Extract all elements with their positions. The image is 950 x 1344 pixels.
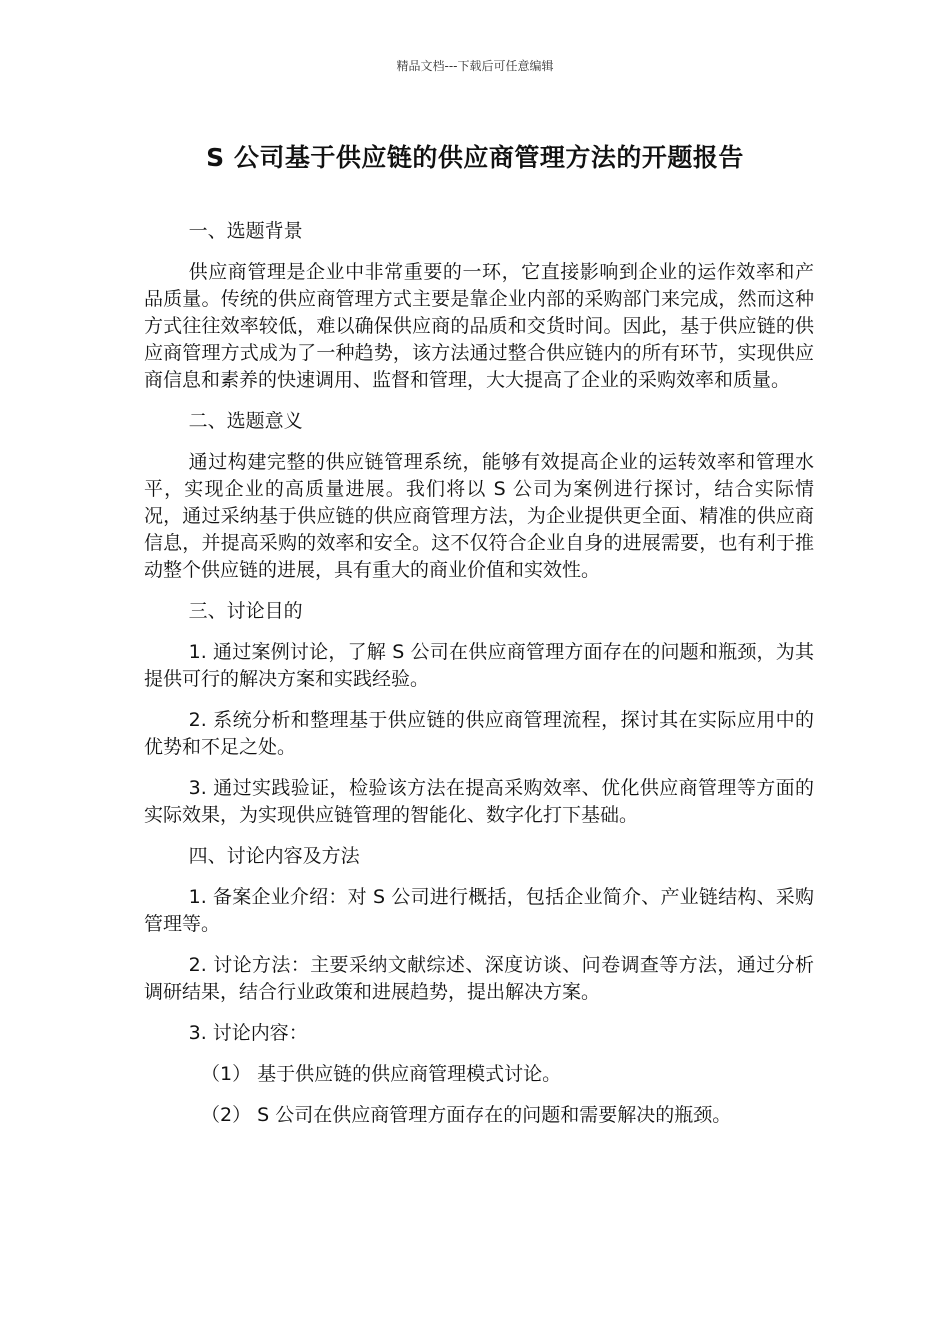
content-item-1: 1. 备案企业介绍：对 S 公司进行概括，包括企业简介、产业链结构、采购管理等。 xyxy=(144,886,814,935)
content-item-3: 3. 讨论内容： xyxy=(188,1022,308,1044)
content-item-2: 2. 讨论方法：主要采纳文献综述、深度访谈、问卷调查等方法，通过分析调研结果，结合行业政策和进展趋势，提出解决方案。 xyxy=(144,954,814,1003)
page-title: S 公司基于供应链的供应商管理方法的开题报告 xyxy=(206,143,744,172)
document-body xyxy=(144,218,814,1143)
content-subitem-1: （1） 基于供应链的供应商管理模式讨论。 xyxy=(201,1063,562,1085)
paragraph-background: 供应商管理是企业中非常重要的一环，它直接影响到企业的运作效率和产品质量。传统的供应商管理方式主要是靠企业内部的采购部门来完成，然而这种方式往往效率较低，难以确保供应商的品质和交货时间。因此，基于供应链的供应商管理方式成为了一种趋势，该方法通过整合供应链内的所有环节，实现供应商信息和素养的快速调用、监督和管理，大大提高了企业的采购效率和质量。 xyxy=(144,261,814,391)
purpose-item-1: 1. 通过案例讨论，了解 S 公司在供应商管理方面存在的问题和瓶颈，为其提供可行的解决方案和实践经验。 xyxy=(144,641,814,690)
section-heading-background: 一、选题背景 xyxy=(188,220,303,242)
paragraph-significance: 通过构建完整的供应链管理系统，能够有效提高企业的运转效率和管理水平，实现企业的高质量进展。我们将以 S 公司为案例进行探讨，结合实际情况，通过采纳基于供应链的供应商管理方法，为企业提供更全面、精准的供应商信息，并提高采购的效率和安全。这不仅符合企业自身的进展需要，也有利于推动整个供应链的进展，具有重大的商业价值和实效性。 xyxy=(144,451,814,581)
purpose-item-2: 2. 系统分析和整理基于供应链的供应商管理流程，探讨其在实际应用中的优势和不足之处。 xyxy=(144,709,814,758)
purpose-item-3: 3. 通过实践验证，检验该方法在提高采购效率、优化供应商管理等方面的实际效果，为实现供应链管理的智能化、数字化打下基础。 xyxy=(144,777,814,826)
section-heading-content-method: 四、讨论内容及方法 xyxy=(188,845,360,867)
header-note: 精品文档---下载后可任意编辑 xyxy=(396,59,554,73)
content-subitem-2: （2） S 公司在供应商管理方面存在的问题和需要解决的瓶颈。 xyxy=(201,1104,732,1126)
section-heading-significance: 二、选题意义 xyxy=(188,410,303,432)
section-heading-purpose: 三、讨论目的 xyxy=(188,600,303,622)
